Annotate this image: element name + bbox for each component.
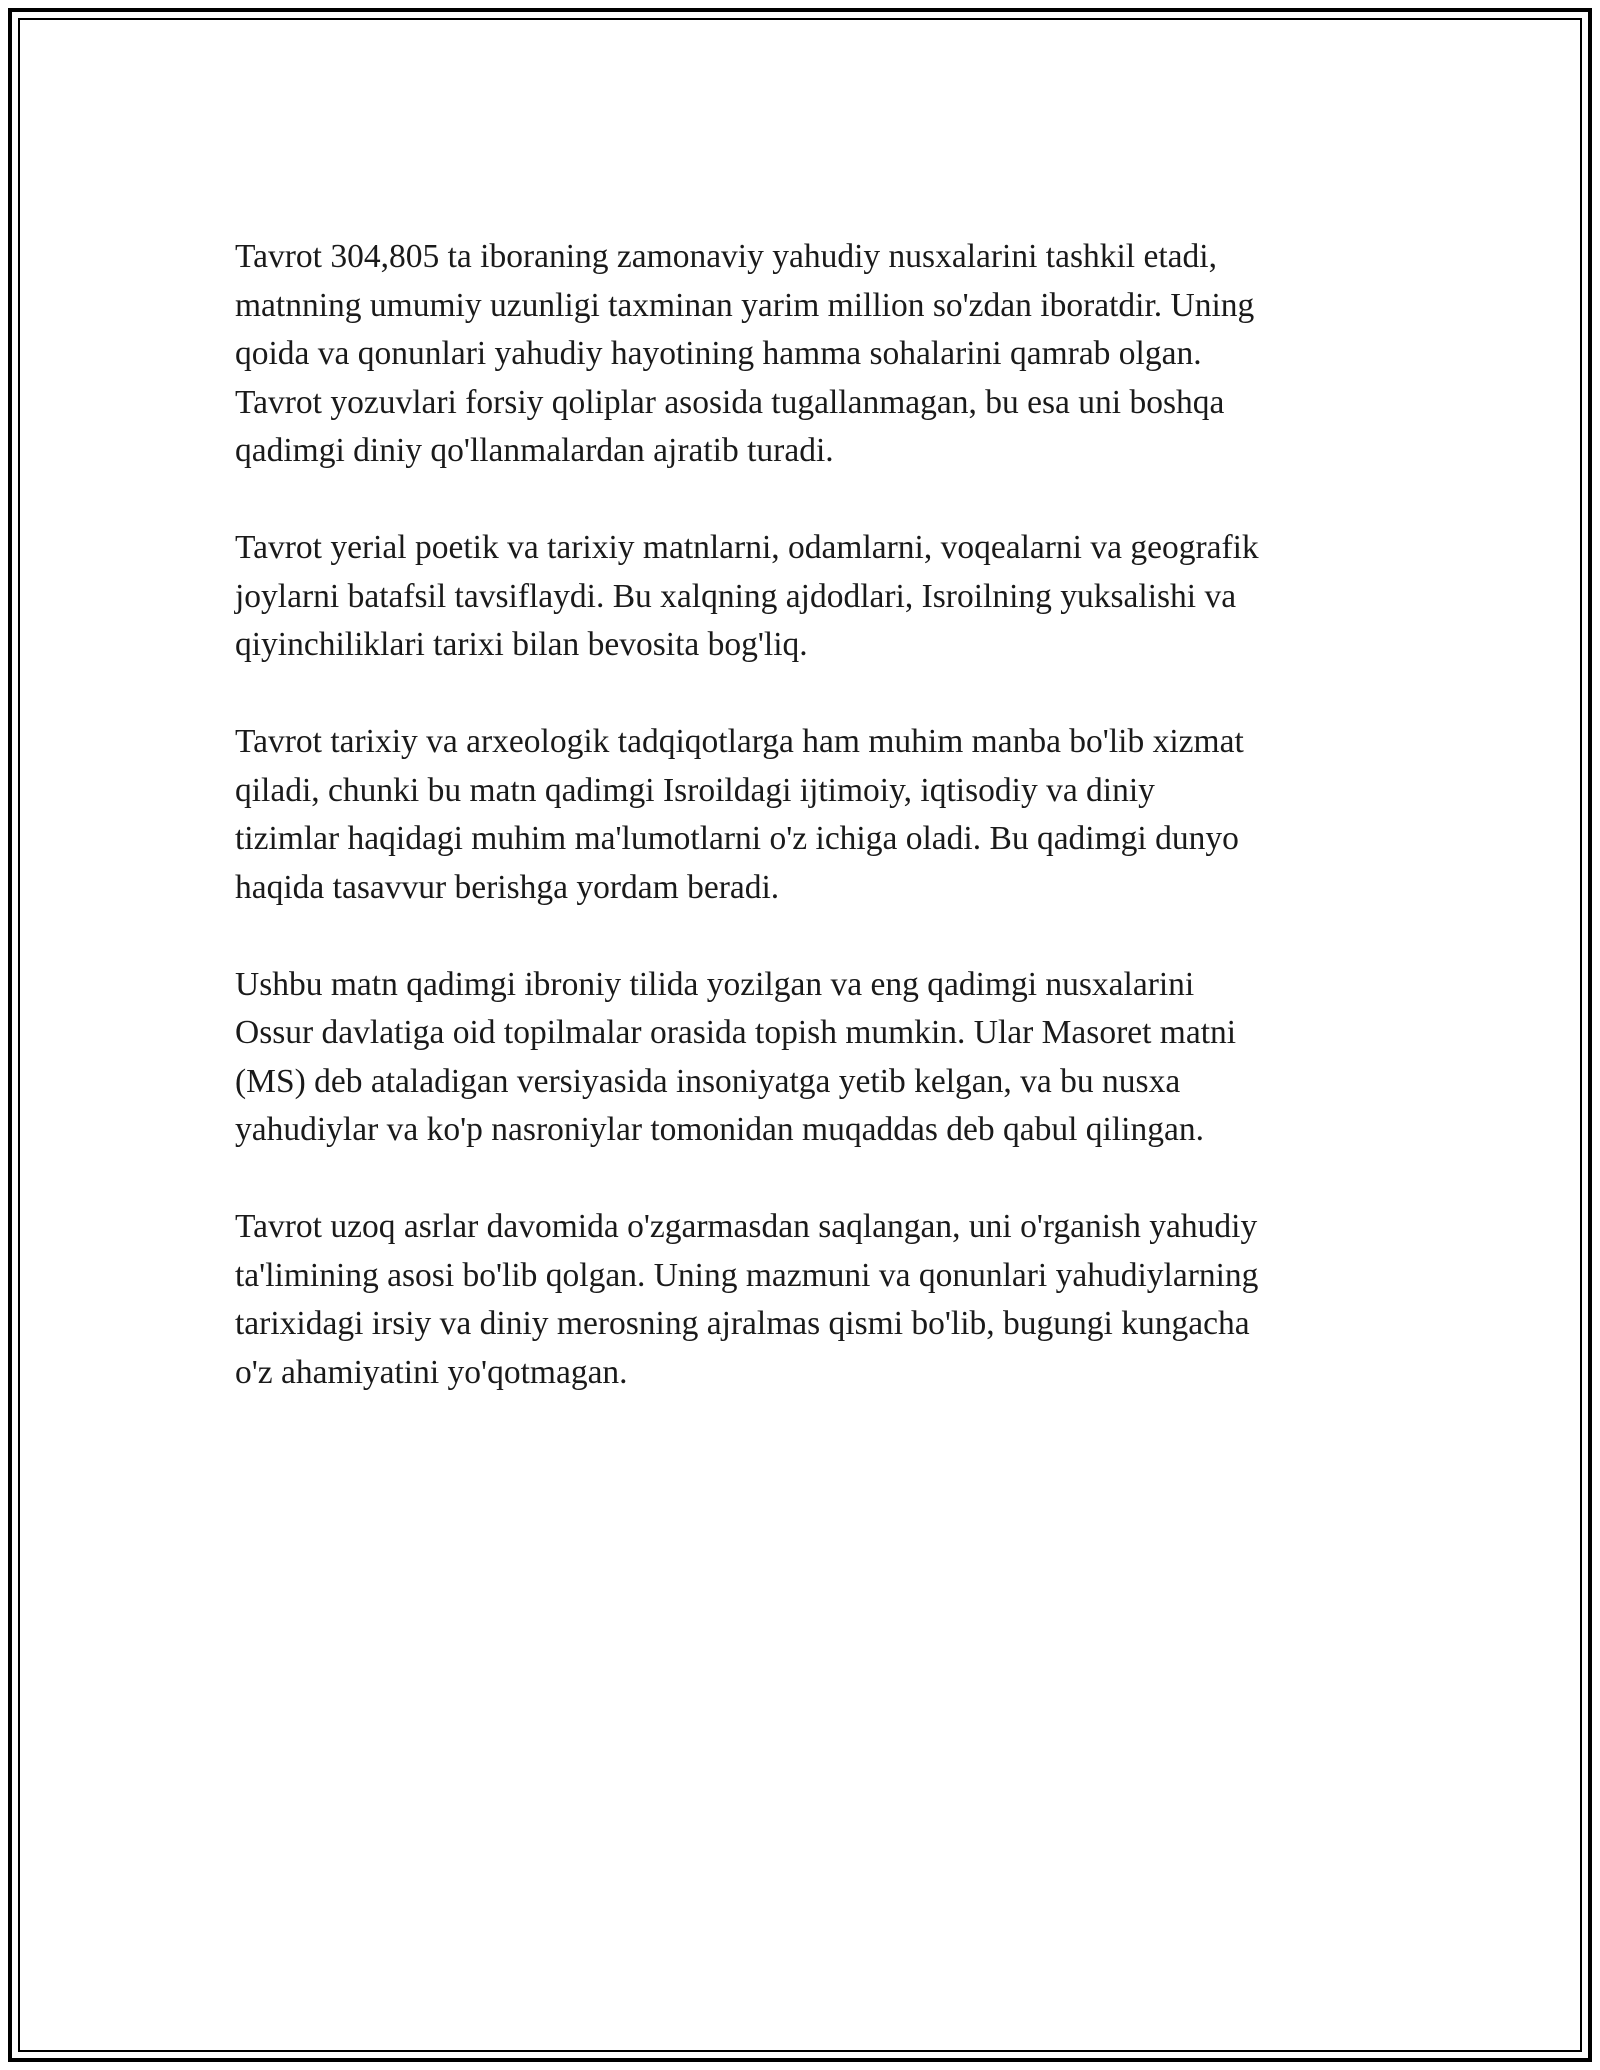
text-line: joylarni batafsil tavsiflaydi. Bu xalqning ajdodlari, Isroilning yuksalishi va	[235, 577, 1237, 615]
text-line: o'z ahamiyatini yo'qotmagan.	[235, 1353, 628, 1391]
text-line: qoida va qonunlari yahudiy hayotining hamma sohalarini qamrab olgan.	[235, 335, 1202, 372]
paragraph-3	[235, 718, 1385, 912]
text-line: Ushbu matn qadimgi ibroniy tilida yozilgan va eng qadimgi nusxalarini	[235, 965, 1195, 1003]
text-line: Tavrot tarixiy va arxeologik tadqiqotlarga ham muhim manba bo'lib xizmat	[235, 723, 1244, 760]
paragraph-2	[235, 524, 1385, 670]
paragraph-5	[235, 1203, 1385, 1397]
text-line: qiladi, chunki bu matn qadimgi Isroildagi ijtimoiy, iqtisodiy va diniy	[235, 771, 1155, 809]
text-line: qadimgi diniy qo'llanmalardan ajratib turadi.	[235, 432, 834, 469]
text-line: tarixidagi irsiy va diniy merosning ajralmas qismi bo'lib, bugungi kungacha	[235, 1305, 1250, 1342]
document-body	[235, 233, 1385, 1446]
text-line: matnning umumiy uzunligi taxminan yarim million so'zdan iboratdir. Uning	[235, 286, 1255, 324]
text-line: Tavrot yerial poetik va tarixiy matnlarni, odamlarni, voqealarni va geografik	[235, 529, 1259, 566]
paragraph-4	[235, 961, 1385, 1155]
text-line: (MS) deb ataladigan versiyasida insoniyatga yetib kelgan, va bu nusxa	[235, 1062, 1181, 1100]
text-line: Tavrot 304,805 ta iboraning zamonaviy yahudiy nusxalarini tashkil etadi,	[235, 238, 1217, 275]
text-line: Tavrot uzoq asrlar davomida o'zgarmasdan saqlangan, uni o'rganish yahudiy	[235, 1208, 1258, 1245]
text-line: yahudiylar va ko'p nasroniylar tomonidan muqaddas deb qabul qilingan.	[235, 1111, 1204, 1148]
paragraph-1	[235, 233, 1385, 476]
text-line: tizimlar haqidagi muhim ma'lumotlarni o'z ichiga oladi. Bu qadimgi dunyo	[235, 820, 1239, 857]
text-line: qiyinchiliklari tarixi bilan bevosita bog'liq.	[235, 626, 808, 663]
text-line: ta'limining asosi bo'lib qolgan. Uning mazmuni va qonunlari yahudiylarning	[235, 1256, 1259, 1294]
text-line: Ossur davlatiga oid topilmalar orasida topish mumkin. Ular Masoret matni	[235, 1014, 1237, 1051]
text-line: Tavrot yozuvlari forsiy qoliplar asosida tugallanmagan, bu esa uni boshqa	[235, 383, 1225, 421]
text-line: haqida tasavvur berishga yordam beradi.	[235, 868, 780, 906]
